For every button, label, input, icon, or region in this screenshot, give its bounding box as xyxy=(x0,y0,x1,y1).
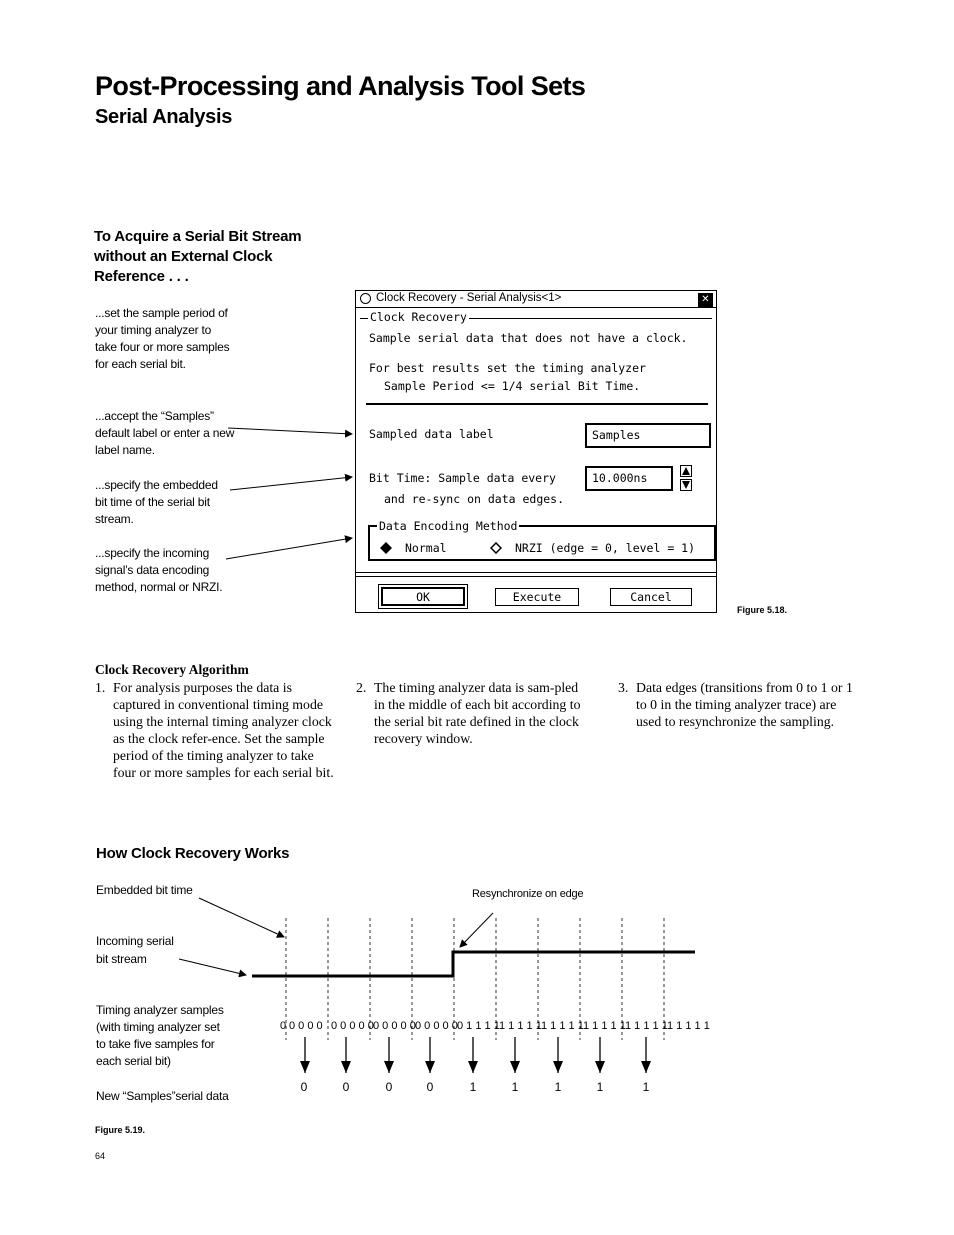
algorithm-step-1 xyxy=(95,679,335,781)
output-bit: 1 xyxy=(469,1080,477,1094)
info-line-3: Sample Period <= 1/4 serial Bit Time. xyxy=(384,379,641,393)
sample-group: 0 0 0 0 0 xyxy=(331,1020,374,1032)
bit-time-label-1: Bit Time: Sample data every xyxy=(369,471,556,485)
radio-normal-selected-icon[interactable] xyxy=(380,542,392,554)
button-bar-separator-2 xyxy=(356,576,716,577)
info-line-2: For best results set the timing analyzer xyxy=(369,361,646,375)
incoming-label-line-1: Incoming serial xyxy=(96,934,174,948)
step-text: The timing analyzer data is sam-pled in the middle of each bit according to the serial bit rate defined in the clock recovery window. xyxy=(374,680,581,746)
sample-values xyxy=(280,1020,710,1032)
sampled-data-label-text: Sampled data label xyxy=(369,427,494,441)
sample-group: 1 1 1 1 1 xyxy=(667,1020,710,1032)
algorithm-step-3 xyxy=(618,679,864,730)
step-text: Data edges (transitions from 0 to 1 or 1 to 0 in the timing analyzer trace) are used to resynchronize the sampling. xyxy=(636,680,853,729)
output-bits xyxy=(301,1080,650,1094)
arrow-to-label-field xyxy=(228,428,352,434)
algorithm-step-2 xyxy=(356,679,588,747)
sample-arrows xyxy=(305,1037,646,1073)
sample-group: 0 0 0 0 0 xyxy=(373,1020,416,1032)
clock-recovery-diagram xyxy=(0,880,954,1110)
sampled-data-label-input[interactable]: Samples xyxy=(585,423,711,448)
figure-5-19-caption: Figure 5.19. xyxy=(95,1125,146,1135)
step-number: 1. xyxy=(95,680,106,695)
arrow-incoming-stream xyxy=(179,959,246,975)
window-menu-icon[interactable] xyxy=(360,293,371,304)
group-label-clock-recovery: Clock Recovery xyxy=(370,310,467,324)
samples-label-line-3: to take five samples for xyxy=(96,1037,215,1051)
clock-recovery-dialog xyxy=(355,290,717,613)
radio-nrzi-icon[interactable] xyxy=(490,542,502,554)
output-bit: 0 xyxy=(385,1080,393,1094)
encoding-group-label: Data Encoding Method xyxy=(379,519,518,533)
sample-group: 0 1 1 1 1 xyxy=(457,1020,500,1032)
sample-group: 0 0 0 0 0 xyxy=(415,1020,458,1032)
embedded-bit-time-label: Embedded bit time xyxy=(96,883,193,897)
samples-label-line-1: Timing analyzer samples xyxy=(96,1003,224,1017)
page-subtitle: Serial Analysis xyxy=(95,106,233,128)
sample-group: 1 1 1 1 1 xyxy=(499,1020,542,1032)
output-bit: 0 xyxy=(426,1080,434,1094)
output-bit: 1 xyxy=(596,1080,604,1094)
output-bit: 0 xyxy=(342,1080,350,1094)
incoming-waveform xyxy=(252,952,695,976)
arrow-resync xyxy=(460,913,493,947)
resync-label: Resynchronize on edge xyxy=(472,888,584,900)
step-text: For analysis purposes the data is captured in conventional timing mode using the internal timing analyzer clock as the clock refer-ence. Set the sample period of the timing analyzer to take four or more samples for each serial bit. xyxy=(113,680,334,780)
new-samples-label: New “Samples”serial data xyxy=(96,1089,229,1103)
arrow-to-encoding xyxy=(226,538,352,559)
output-bit: 1 xyxy=(511,1080,519,1094)
cancel-button[interactable]: Cancel xyxy=(610,588,692,606)
output-bit: 1 xyxy=(642,1080,650,1094)
note-encoding-method: ...specify the incoming signal’s data encoding method, normal or NRZI. xyxy=(95,546,223,594)
step-number: 3. xyxy=(618,680,629,695)
decrement-arrow-icon[interactable] xyxy=(680,479,692,491)
sample-group: 0 xyxy=(280,1020,287,1032)
section-heading-acquire: To Acquire a Serial Bit Stream without an External Clock Reference . . . xyxy=(94,228,302,285)
page-number: 64 xyxy=(95,1151,106,1161)
note-embedded-bit-time: ...specify the embedded bit time of the serial bit stream. xyxy=(95,478,218,526)
increment-arrow-icon[interactable] xyxy=(680,465,692,477)
option-normal-label[interactable]: Normal xyxy=(405,541,447,555)
arrow-to-bit-time xyxy=(230,477,352,490)
samples-label-line-2: (with timing analyzer set xyxy=(96,1020,220,1034)
sample-group: 1 1 1 1 1 xyxy=(541,1020,584,1032)
note-sample-period: ...set the sample period of your timing analyzer to take four or more samples for each serial bit. xyxy=(95,306,230,371)
ok-button[interactable]: OK xyxy=(381,587,465,606)
algorithm-title: Clock Recovery Algorithm xyxy=(95,662,249,677)
section-heading-how-it-works: How Clock Recovery Works xyxy=(96,845,290,862)
arrow-embedded-bit-time xyxy=(199,898,284,937)
sample-group: 1 1 1 1 1 xyxy=(583,1020,626,1032)
samples-label-line-4: each serial bit) xyxy=(96,1054,171,1068)
output-bit: 0 xyxy=(300,1080,308,1094)
note-default-label: ...accept the “Samples” default label or enter a new label name. xyxy=(95,409,235,457)
incoming-label-line-2: bit stream xyxy=(96,952,147,966)
output-bit: 1 xyxy=(554,1080,562,1094)
separator xyxy=(366,403,708,405)
close-icon[interactable]: ✕ xyxy=(698,293,713,307)
button-bar-separator-1 xyxy=(356,572,716,573)
bit-time-input[interactable]: 10.000ns xyxy=(585,466,673,491)
page-title: Post-Processing and Analysis Tool Sets xyxy=(95,71,586,101)
info-line-1: Sample serial data that does not have a clock. xyxy=(369,331,688,345)
sample-group: 0 0 0 0 xyxy=(289,1020,323,1032)
dialog-title: Clock Recovery - Serial Analysis<1> xyxy=(376,292,562,304)
bit-time-label-2: and re-sync on data edges. xyxy=(384,492,565,506)
execute-button[interactable]: Execute xyxy=(495,588,579,606)
figure-5-18-caption: Figure 5.18. xyxy=(737,605,788,615)
dialog-titlebar[interactable] xyxy=(356,291,716,308)
sample-group: 1 1 1 1 1 xyxy=(625,1020,668,1032)
option-nrzi-label[interactable]: NRZI (edge = 0, level = 1) xyxy=(515,541,696,555)
step-number: 2. xyxy=(356,680,367,695)
